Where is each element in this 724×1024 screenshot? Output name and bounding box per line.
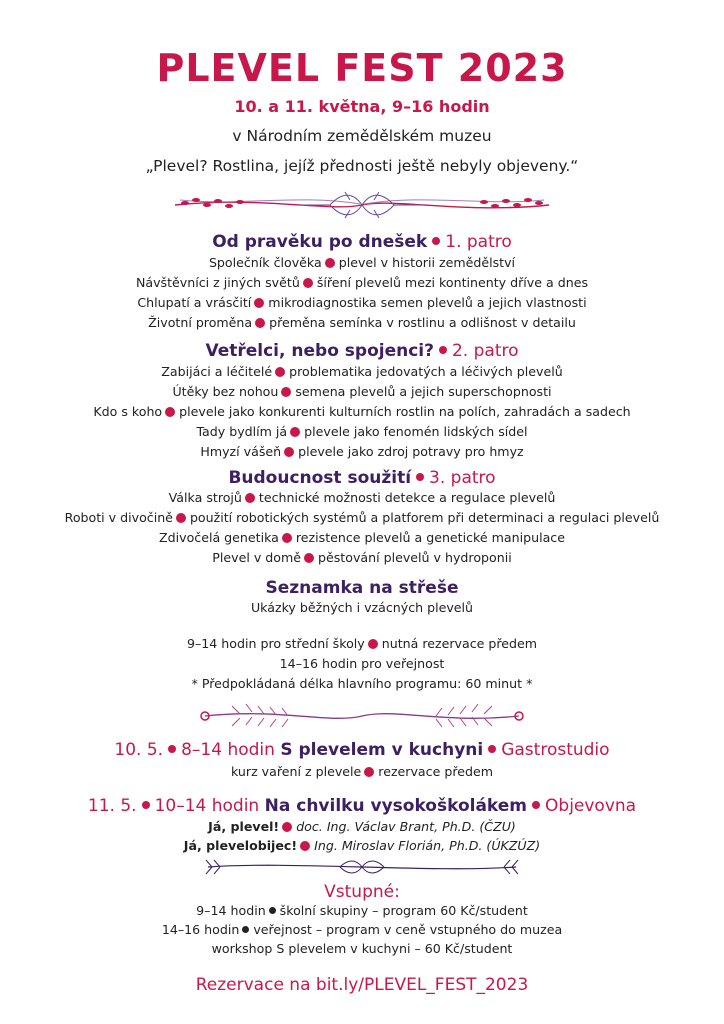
list-item: Společník člověka plevel v historii zemědělství	[208, 255, 516, 270]
section-4-title: Seznamka na střeše	[265, 578, 459, 598]
bullet-dot	[142, 801, 150, 809]
event-cooking-time: 8–14 hodin	[181, 740, 275, 760]
schedule-public: 14–16 hodin pro veřejnost	[279, 656, 445, 671]
section-2-floor: 2. patro	[451, 341, 519, 361]
list-item: Hmyzí vášeň plevele jako zdroj potravy pro hmyz	[200, 444, 524, 459]
list-item: Tady bydlím já plevele jako fenomén lidských sídel	[196, 424, 528, 439]
section-1-heading	[0, 231, 724, 253]
bullet-dot	[303, 278, 313, 288]
event-cooking-date: 10. 5.	[114, 740, 164, 760]
bullet-dot	[304, 553, 314, 563]
list-item: Zabijáci a léčitelé problematika jedovatých a léčivých plevelů	[161, 364, 563, 379]
bullet-dot	[282, 822, 292, 832]
bullet-dot	[364, 767, 374, 777]
event-university-time: 10–14 hodin	[154, 796, 260, 816]
bullet-dot	[416, 473, 424, 481]
bullet-dot	[254, 298, 264, 308]
reservation-link[interactable]: Rezervace na bit.ly/PLEVEL_FEST_2023	[195, 975, 529, 995]
list-item: Roboti v divočině použití robotických systémů a platforem při determinaci a regulaci plevelů	[64, 510, 660, 525]
botanical-divider-middle	[0, 700, 724, 732]
event-cooking-place: Gastrostudio	[501, 740, 610, 760]
talk-2: Já, plevelobijec! Ing. Miroslav Florián, Ph.D. (ÚKZÚZ)	[183, 838, 541, 853]
admission-title: Vstupné:	[324, 882, 400, 902]
list-item: Válka strojů technické možnosti detekce a regulace plevelů	[168, 490, 556, 505]
botanical-divider-bottom	[0, 856, 724, 878]
event-cooking-name: S plevelem v kuchyni	[280, 740, 484, 760]
talk-1: Já, plevel! doc. Ing. Václav Brant, Ph.D. (ČZU)	[208, 819, 516, 834]
event-university-name: Na chvilku vysokoškolákem	[264, 796, 528, 816]
motto-quote: „Plevel? Rostlina, jejíž přednosti ještě nebyly objeveny.“	[145, 157, 579, 175]
bullet-dot	[269, 907, 276, 914]
bullet-dot	[275, 367, 285, 377]
section-3-floor: 3. patro	[429, 468, 496, 488]
event-cooking-desc: kurz vaření z plevele rezervace předem	[231, 764, 493, 779]
section-4-subtitle: Ukázky běžných i vzácných plevelů	[250, 600, 474, 615]
list-item: Životní proměna přeměna semínka v rostlinu a odlišnost v detailu	[148, 315, 576, 330]
section-1-title: Od pravěku po dnešek	[212, 232, 428, 252]
bullet-dot	[532, 801, 540, 809]
bullet-dot	[432, 237, 440, 245]
bullet-dot	[176, 513, 186, 523]
bullet-dot	[284, 447, 294, 457]
bullet-dot	[165, 407, 175, 417]
admission-row: 14–16 hodin veřejnost – program v ceně vstupného do muzea	[161, 922, 563, 937]
event-university-date: 11. 5.	[87, 796, 137, 816]
list-item: Plevel v domě pěstování plevelů v hydroponii	[212, 550, 512, 565]
botanical-divider-top	[0, 186, 724, 224]
event-university	[0, 795, 724, 817]
section-3-title: Budoucnost soužití	[228, 468, 412, 488]
section-3-heading	[0, 467, 724, 489]
admission-row: workshop S plevelem v kuchyni – 60 Kč/student	[211, 941, 513, 956]
bullet-dot	[282, 533, 292, 543]
bullet-dot	[255, 318, 265, 328]
venue: v Národním zemědělském muzeu	[232, 127, 492, 145]
bullet-dot	[281, 387, 291, 397]
bullet-dot	[325, 258, 335, 268]
list-item: Kdo s koho plevele jako konkurenti kulturních rostlin na polích, zahradách a sadech	[93, 404, 631, 419]
bullet-dot	[300, 841, 310, 851]
schedule-schools: 9–14 hodin pro střední školy nutná rezervace předem	[186, 636, 538, 651]
bullet-dot	[290, 427, 300, 437]
event-cooking	[0, 739, 724, 761]
poster-title: PLEVEL FEST 2023	[156, 46, 568, 90]
list-item: Zdivočelá genetika rezistence plevelů a genetické manipulace	[159, 530, 565, 545]
event-dates: 10. a 11. května, 9–16 hodin	[234, 97, 490, 116]
section-2-heading	[0, 340, 724, 362]
admission-row: 9–14 hodin školní skupiny – program 60 Kč/student	[196, 903, 528, 918]
bullet-dot	[368, 639, 378, 649]
bullet-dot	[245, 493, 255, 503]
bullet-dot	[488, 745, 496, 753]
bullet-dot	[168, 745, 176, 753]
bullet-dot	[439, 346, 447, 354]
section-2-title: Vetřelci, nebo spojenci?	[205, 341, 434, 361]
section-1-floor: 1. patro	[445, 232, 512, 252]
event-university-place: Objevovna	[545, 796, 637, 816]
list-item: Návštěvníci z jiných světů šíření plevelů mezi kontinenty dříve a dnes	[135, 275, 589, 290]
list-item: Chlupatí a vrásčití mikrodiagnostika semen plevelů a jejich vlastnosti	[137, 295, 587, 310]
list-item: Útěky bez nohou semena plevelů a jejich superschopnosti	[172, 384, 552, 399]
schedule-duration: * Předpokládaná délka hlavního programu: 60 minut *	[191, 676, 533, 691]
bullet-dot	[242, 926, 249, 933]
